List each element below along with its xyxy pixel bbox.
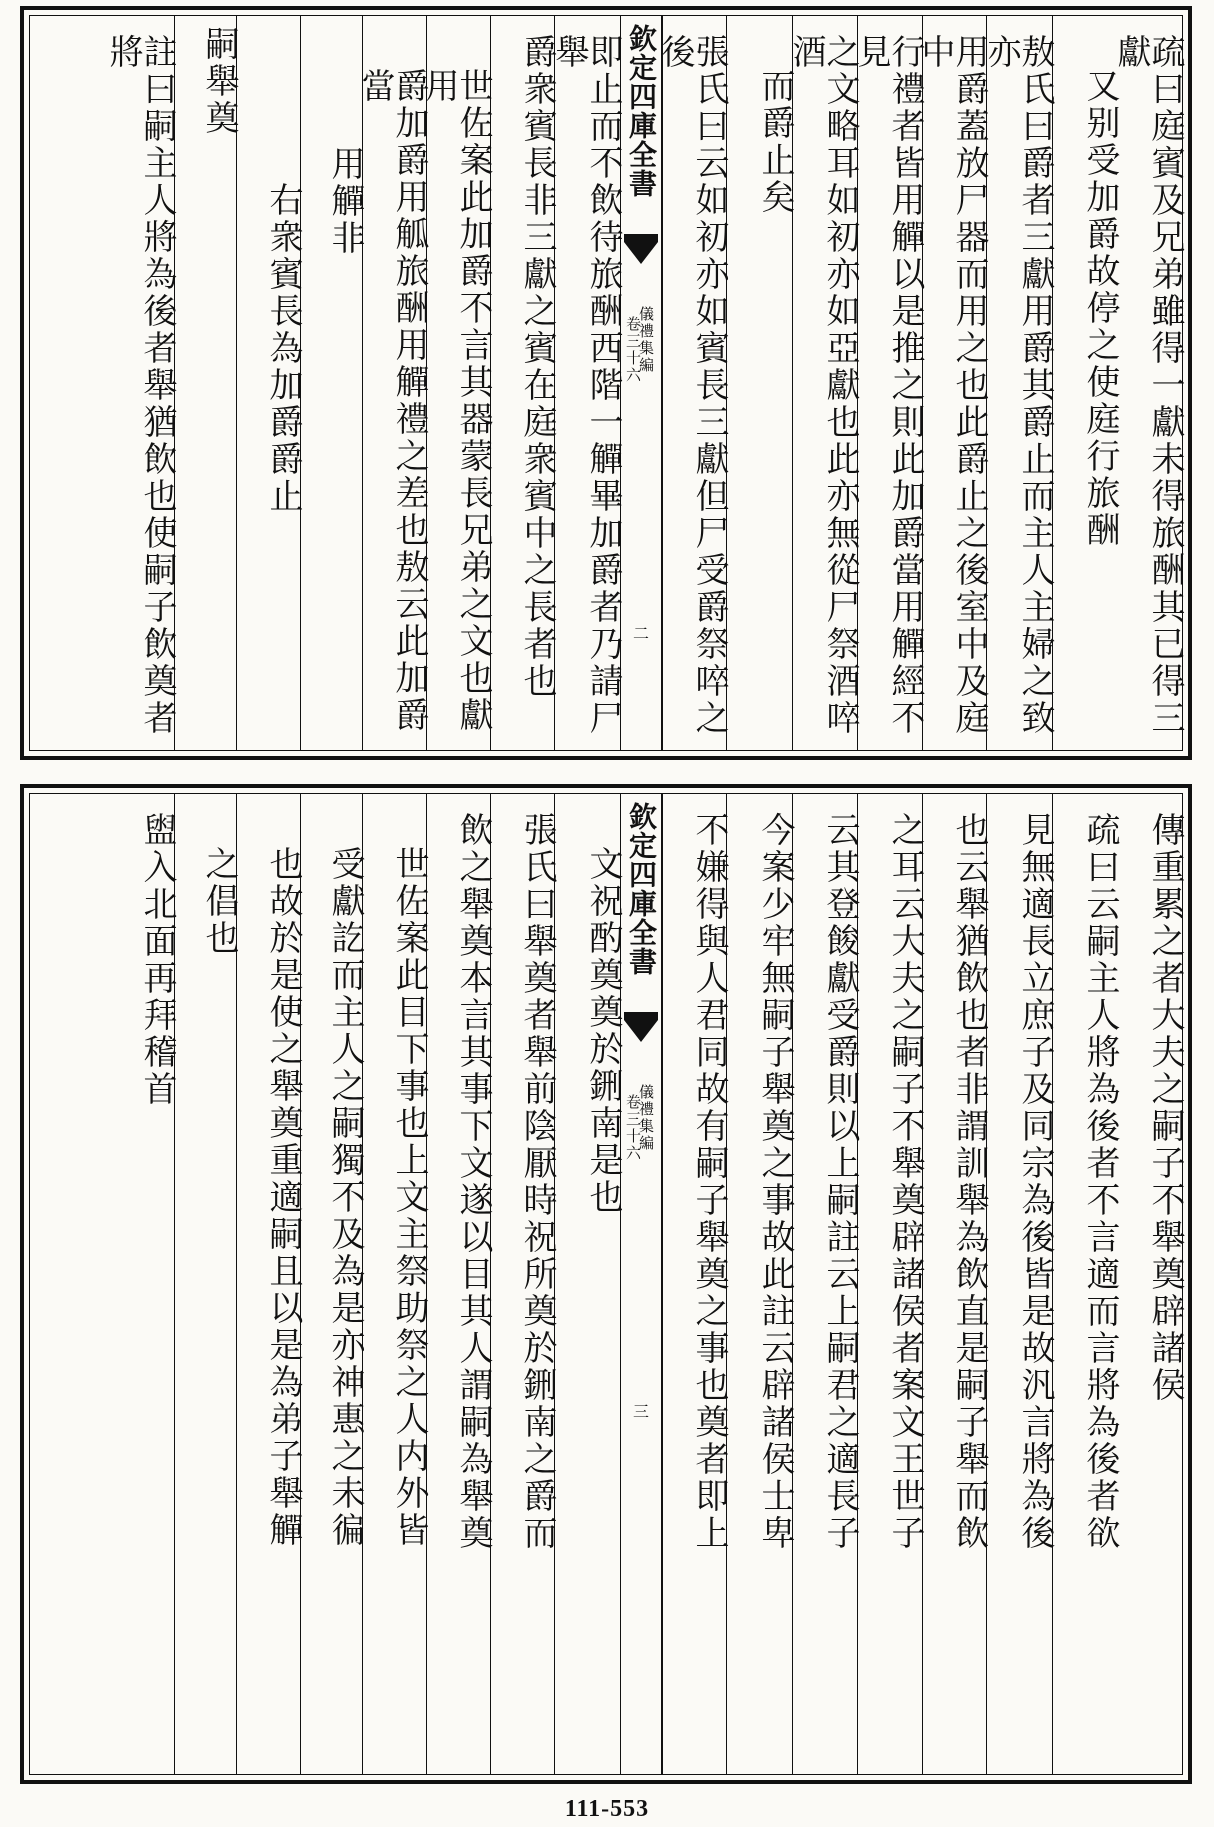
bottom-page bbox=[20, 784, 1192, 1784]
text-column: 也云舉猶飲也者非謂訓舉為飲直是嗣子舉而飲 bbox=[922, 794, 986, 1774]
text-column: 又别受加爵故停之使庭行旅酬 bbox=[1052, 16, 1117, 750]
page-number: 111-553 bbox=[564, 1796, 650, 1822]
text-column: 之耳云大夫之嗣子不舉奠辟諸侯者案文王世子 bbox=[857, 794, 922, 1774]
center-folio-column bbox=[620, 794, 662, 1774]
volume-label: 卷三十六 bbox=[624, 316, 642, 384]
text-column: 疏曰庭賓及兄弟雖得一獻未得旅酬其已得三獻 bbox=[1111, 34, 1185, 737]
text-column: 疏曰云嗣主人將為後者不言適而言將為後者欲 bbox=[1052, 794, 1117, 1774]
folio-number: 三 bbox=[632, 1402, 650, 1421]
book-title: 欽定四庫全書 bbox=[625, 802, 658, 976]
text-column: 而爵止矣 bbox=[726, 16, 792, 750]
text-column: 受獻訖而主人之嗣獨不及為是亦神惠之未徧 bbox=[300, 794, 362, 1774]
volume-label: 卷三十六 bbox=[624, 1094, 642, 1162]
text-column: 不嫌得與人君同故有嗣子舉奠之事也奠者即上 bbox=[662, 794, 726, 1774]
fish-tail-icon bbox=[624, 1020, 658, 1042]
text-column: 盥入北面再拜稽首 bbox=[22, 794, 174, 1774]
text-column: 文祝酌奠奠於鉶南是也 bbox=[554, 794, 620, 1774]
text-column: 右衆賓長為加爵爵止 bbox=[236, 16, 300, 750]
collection-title: 儀禮集編 bbox=[637, 306, 655, 374]
text-column: 之文略耳如初亦如亞獻也此亦無從尸祭酒啐酒 bbox=[792, 16, 857, 750]
fish-tail-icon bbox=[624, 242, 658, 264]
book-title: 欽定四庫全書 bbox=[625, 24, 658, 198]
text-column: 之倡也 bbox=[174, 794, 236, 1774]
text-column: 世佐案此目下事也上文主祭助祭之人内外皆 bbox=[362, 794, 426, 1774]
text-column: 張氏曰舉奠者舉前陰厭時祝所奠於鉶南之爵而 bbox=[490, 794, 554, 1774]
center-folio-column bbox=[620, 16, 662, 750]
text-column: 見無適長立庶子及同宗為後皆是故汎言將為後 bbox=[986, 794, 1052, 1774]
top-page bbox=[20, 6, 1192, 760]
text-column: 今案少牢無嗣子舉奠之事故此註云辟諸侯士卑 bbox=[726, 794, 792, 1774]
text-column: 註曰嗣主人將為後者舉猶飲也使嗣子飲奠者將 bbox=[22, 16, 174, 750]
fish-tail-mark bbox=[624, 1012, 658, 1020]
collection-title: 儀禮集編 bbox=[637, 1084, 655, 1152]
text-column: 用爵蓋放尸器而用之也此爵止之後室中及庭中 bbox=[922, 16, 986, 750]
text-column: 也故於是使之舉奠重適嗣且以是為弟子舉觶 bbox=[236, 794, 300, 1774]
text-column: 張氏曰云如初亦如賓長三獻但尸受爵祭啐之後 bbox=[662, 16, 726, 750]
bottom-page-frame bbox=[29, 793, 1183, 1775]
text-column: 用觶非 bbox=[300, 16, 362, 750]
text-column: 爵衆賓長非三獻之賓在庭衆賓中之長者也 bbox=[490, 16, 554, 750]
text-column: 世佐案此加爵不言其器蒙長兄弟之文也獻用 bbox=[426, 16, 490, 750]
text-column: 爵加爵用觚旅酬用觶禮之差也敖云此加爵當 bbox=[362, 16, 426, 750]
text-column: 嗣舉奠 bbox=[174, 16, 236, 750]
text-column: 敖氏曰爵者三獻用爵其爵止而主人主婦之致亦 bbox=[986, 16, 1052, 750]
text-column: 行禮者皆用觶以是推之則此加爵當用觶經不見 bbox=[857, 16, 922, 750]
text-column: 飲之舉奠本言其事下文遂以目其人謂嗣為舉奠 bbox=[426, 794, 490, 1774]
text-column: 即止而不飲待旅酬西階一觶畢加爵者乃請尸舉 bbox=[554, 16, 620, 750]
folio-number: 二 bbox=[632, 624, 650, 643]
text-column: 傳重累之者大夫之嗣子不舉奠辟諸侯 bbox=[1145, 812, 1185, 1404]
fish-tail-mark bbox=[624, 234, 658, 242]
top-page-frame bbox=[29, 15, 1183, 751]
text-column: 云其登餕獻受爵則以上嗣註云上嗣君之適長子 bbox=[792, 794, 857, 1774]
